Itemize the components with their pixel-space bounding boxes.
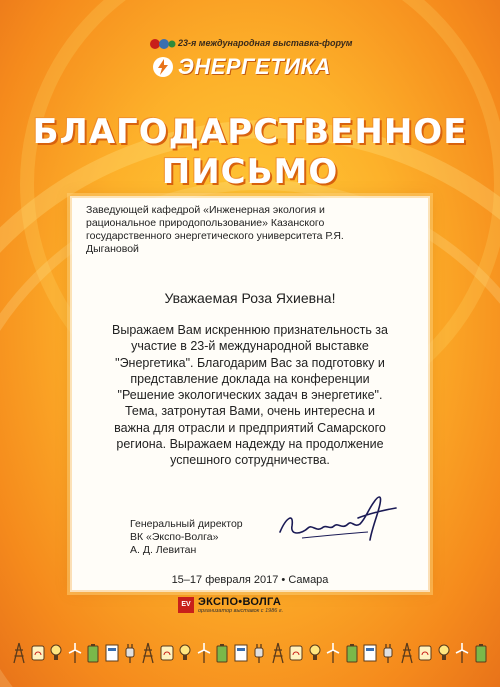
body-line: важна для отрасли и предприятий Самарского xyxy=(114,420,386,435)
body-line: представление доклада на конференции xyxy=(130,371,370,386)
lightning-logo-icon xyxy=(152,56,174,78)
signer-line: А. Д. Левитан xyxy=(130,544,197,556)
gauge-icon xyxy=(417,642,433,664)
recipient-line: Дыгановой xyxy=(86,243,139,255)
meter-icon xyxy=(233,642,249,664)
windmill-icon xyxy=(454,642,470,664)
organizer-name: ЭКСПО•ВОЛГА xyxy=(198,596,282,608)
document-title xyxy=(0,112,500,192)
title-line-2: ПИСЬМО xyxy=(161,152,339,192)
bulb-icon xyxy=(307,642,323,664)
windmill-icon xyxy=(325,642,341,664)
body-line: Тема, затронутая Вами, очень интересна и xyxy=(124,404,376,419)
bulb-icon xyxy=(48,642,64,664)
recipient-block xyxy=(86,204,416,256)
plug-icon xyxy=(380,642,396,664)
exhibition-emblem-icon xyxy=(150,38,176,50)
event-line: 23-я международная выставка-форум xyxy=(178,38,353,48)
gauge-icon xyxy=(288,642,304,664)
body-line: участие в 23-й международной выставке xyxy=(131,339,369,354)
meter-icon xyxy=(104,642,120,664)
signer-line: ВК «Экспо-Волга» xyxy=(130,531,219,543)
battery-icon xyxy=(473,642,489,664)
bulb-icon xyxy=(177,642,193,664)
bulb-icon xyxy=(436,642,452,664)
letter-card xyxy=(72,198,428,590)
windmill-icon xyxy=(196,642,212,664)
battery-icon xyxy=(85,642,101,664)
body-line: Выражаем Вам искреннюю признательность за xyxy=(112,323,388,337)
organizer-subtitle: организатор выставок с 1986 г. xyxy=(198,608,284,614)
energy-icon-strip xyxy=(10,638,490,668)
windmill-icon xyxy=(67,642,83,664)
recipient-line: рациональное природопользование» Казанского xyxy=(86,217,325,229)
expo-volga-logo-icon: EV xyxy=(178,597,194,613)
battery-icon xyxy=(344,642,360,664)
battery-icon xyxy=(214,642,230,664)
body-line: "Энергетика". Благодарим Вас за подготовку и xyxy=(115,355,385,370)
body-line: успешного сотрудничества. xyxy=(170,453,330,468)
body-line: "Решение экологических задач в энергетике". xyxy=(117,388,383,403)
tower-icon xyxy=(270,642,286,664)
greeting: Уважаемая Роза Яхиевна! xyxy=(164,290,336,306)
gauge-icon xyxy=(159,642,175,664)
title-line-1: БЛАГОДАРСТВЕННОЕ xyxy=(32,112,468,152)
organizer-logo xyxy=(178,596,338,618)
tower-icon xyxy=(140,642,156,664)
date-place: 15–17 февраля 2017 • Самара xyxy=(171,574,329,586)
body-line: региона. Выражаем надежду на продолжение xyxy=(116,437,384,452)
brand-name: ЭНЕРГЕТИКА xyxy=(178,54,331,79)
recipient-line: Заведующей кафедрой «Инженерная экология и xyxy=(86,204,325,216)
recipient-line: государственного энергетического университета Р.Я. xyxy=(86,230,344,242)
gauge-icon xyxy=(30,642,46,664)
signer-line: Генеральный директор xyxy=(130,518,243,530)
letter-body xyxy=(86,322,414,469)
handwritten-signature xyxy=(272,488,402,550)
plug-icon xyxy=(251,642,267,664)
tower-icon xyxy=(399,642,415,664)
plug-icon xyxy=(122,642,138,664)
signer-block xyxy=(130,518,243,557)
meter-icon xyxy=(362,642,378,664)
tower-icon xyxy=(11,642,27,664)
